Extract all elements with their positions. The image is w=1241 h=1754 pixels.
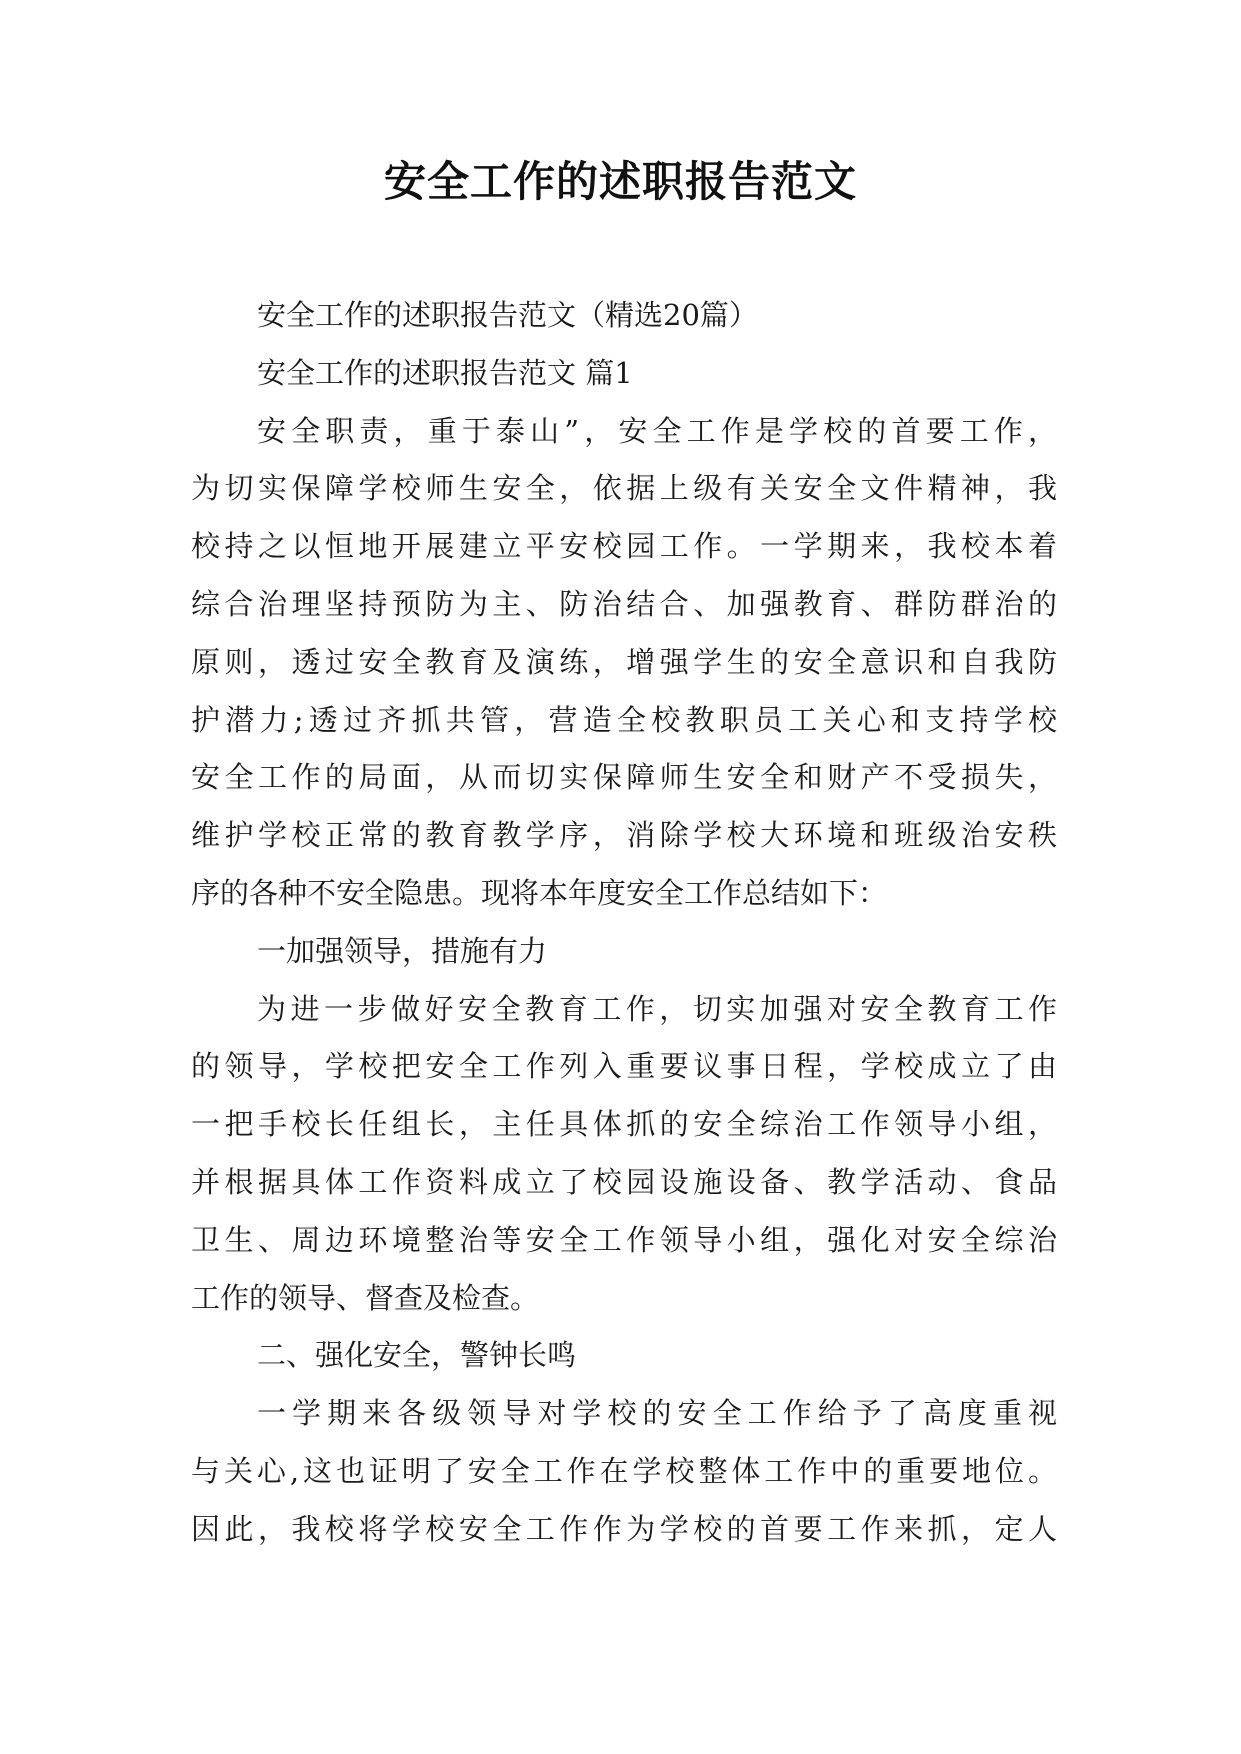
body-line: 安全工作的述职报告范文 篇1 (257, 355, 633, 390)
body-line: 因此，我校将学校安全工作作为学校的首要工作来抓，定人 (191, 1511, 1057, 1546)
body-line: 原则，透过安全教育及演练，增强学生的安全意识和自我防 (191, 644, 1057, 679)
body-line: 维护学校正常的教育教学序，消除学校大环境和班级治安秩 (191, 818, 1057, 853)
body-line: 序的各种不安全隐患。现将本年度安全工作总结如下： (191, 875, 888, 910)
body-line: 安全工作的局面，从而切实保障师生安全和财产不受损失， (191, 760, 1057, 795)
body-line: 校持之以恒地开展建立平安校园工作。一学期来，我校本着 (191, 529, 1057, 564)
body-line: 并根据具体工作资料成立了校园设施设备、教学活动、食品 (191, 1164, 1057, 1199)
body-line: 为切实保障学校师生安全，依据上级有关安全文件精神，我 (191, 471, 1057, 506)
body-line: 安全工作的述职报告范文（精选20篇） (257, 298, 758, 332)
body-line: 综合治理坚持预防为主、防治结合、加强教育、群防群治的 (191, 586, 1057, 621)
body-line: 为进一步做好安全教育工作，切实加强对安全教育工作 (257, 991, 1057, 1026)
body-line: 的领导，学校把安全工作列入重要议事日程，学校成立了由 (191, 1049, 1057, 1084)
body-line: 一把手校长任组长，主任具体抓的安全综治工作领导小组， (191, 1107, 1057, 1142)
body-line: 安全职责，重于泰山”，安全工作是学校的首要工作， (257, 413, 1057, 448)
body-line: 二、强化安全，警钟长鸣 (257, 1338, 577, 1373)
body-line: 一学期来各级领导对学校的安全工作给予了高度重视 (257, 1396, 1057, 1431)
body-line: 护潜力;透过齐抓共管，营造全校教职员工关心和支持学校 (191, 702, 1057, 737)
document-title: 安全工作的述职报告范文 (383, 157, 857, 206)
body-line: 一加强领导，措施有力 (257, 933, 548, 968)
body-line: 卫生、周边环境整治等安全工作领导小组，强化对安全综治 (191, 1222, 1057, 1257)
document-body (191, 287, 1057, 1559)
body-line: 工作的领导、督查及检查。 (191, 1280, 540, 1315)
body-line: 与关心,这也证明了安全工作在学校整体工作中的重要地位。 (191, 1453, 1057, 1488)
